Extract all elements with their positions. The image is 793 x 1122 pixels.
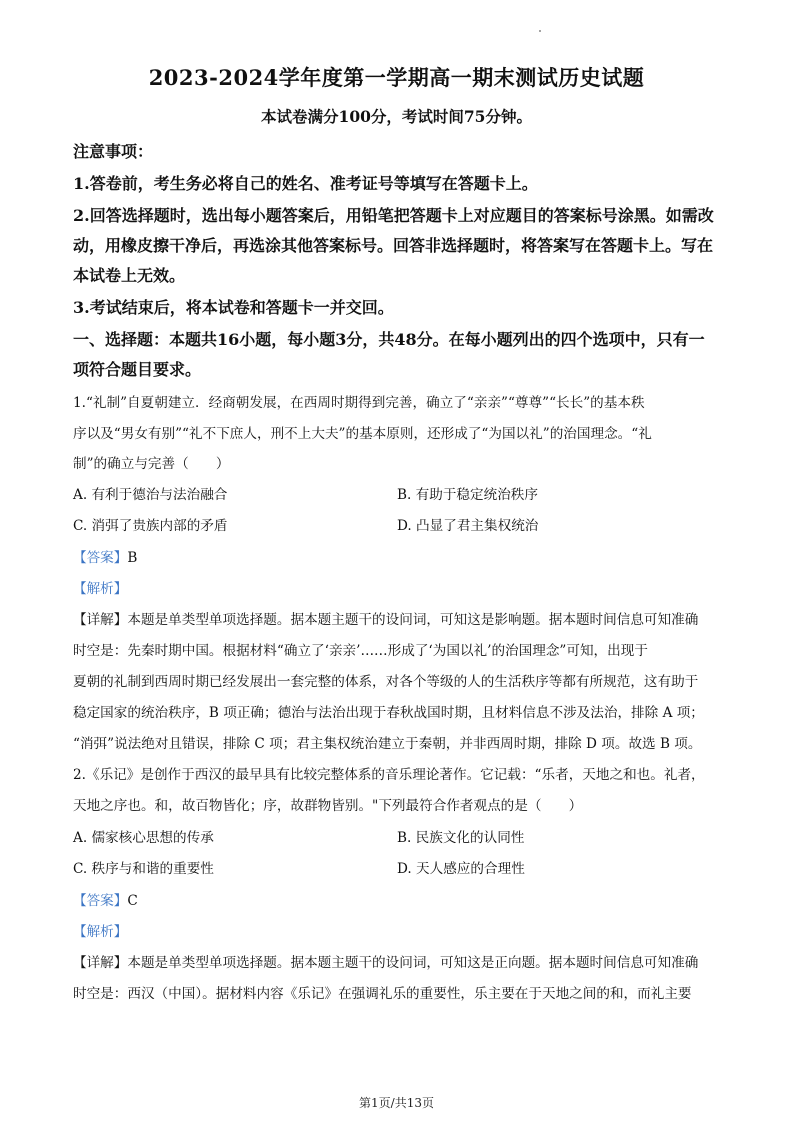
- q2-stem-line-2: 天地之序也。和，故百物皆化；序，故群物皆别。"下列最符合作者观点的是（ ）: [73, 798, 583, 814]
- q2-option-b: B. 民族文化的认同性: [397, 830, 525, 846]
- exam-subtitle: 本试卷满分100分，考试时间75分钟。: [261, 107, 532, 126]
- q1-stem-line-3: 制”的确立与完善（ ）: [73, 456, 230, 472]
- q2-answer-tag: 【答案】: [73, 893, 128, 909]
- q1-option-c: C. 消弭了贵族内部的矛盾: [73, 518, 228, 534]
- q1-option-a: A. 有利于德治与法治融合: [73, 487, 228, 503]
- q2-detail-line-2: 时空是：西汉（中国）。据材料内容《乐记》在强调礼乐的重要性，乐主要在于天地之间的和，而礼主要: [73, 986, 692, 1002]
- q1-option-d: D. 凸显了君主集权统治: [397, 518, 539, 534]
- q1-answer: [73, 546, 137, 566]
- q2-detail-tag: 【详解】: [73, 955, 128, 971]
- q2-option-a: A. 儒家核心思想的传承: [73, 830, 214, 846]
- q2-option-d: D. 天人感应的合理性: [397, 861, 525, 877]
- q2-option-c: C. 秩序与和谐的重要性: [73, 861, 214, 877]
- notice-item-2-line-3: 本试卷上无效。: [73, 266, 186, 285]
- notice-item-2-line-2: 动，用橡皮擦干净后，再选涂其他答案标号。回答非选择题时，将答案写在答题卡上。写在: [73, 236, 714, 255]
- q1-detail-line-2: 时空是：先秦时期中国。根据材料“确立了‘亲亲’……形成了‘为国以礼’的治国理念”可知，出现于: [73, 643, 648, 659]
- scan-dot: [539, 30, 541, 32]
- q1-analysis-tag: 【解析】: [73, 581, 128, 597]
- section-heading-line-2: 项符合题目要求。: [73, 360, 202, 379]
- q2-detail-line-1: [73, 951, 698, 971]
- q2-analysis-tag: 【解析】: [73, 924, 128, 940]
- q2-stem-line-1: 2.《乐记》是创作于西汉的最早具有比较完整体系的音乐理论著作。它记载：“乐者，天地之和也。礼者，: [73, 767, 705, 783]
- q1-detail-line-3: 夏朝的礼制到西周时期已经发展出一套完整的体系，对各个等级的人的生活秩序等都有所规范，这有助于: [73, 674, 699, 690]
- exam-title: 2023-2024学年度第一学期高一期末测试历史试题: [148, 65, 645, 90]
- q1-detail-line-5: “消弭”说法绝对且错误，排除 C 项；君主集权统治建立于秦朝，并非西周时期，排除 D 项。故选 B 项。: [73, 736, 702, 752]
- q1-detail-line-1: [73, 608, 698, 628]
- q1-stem-line-2: 序以及“男女有别”“礼不下庶人，刑不上大夫”的基本原则，还形成了“为国以礼”的治国理念。“礼: [73, 426, 652, 442]
- notice-item-2-line-1: 2.回答选择题时，选出每小题答案后，用铅笔把答题卡上对应题目的答案标号涂黑。如需改: [73, 206, 714, 225]
- q1-answer-tag: 【答案】: [73, 550, 128, 566]
- notice-item-1: 1.答卷前，考生务必将自己的姓名、准考证号等填写在答题卡上。: [73, 174, 538, 193]
- q1-answer-value: B: [127, 550, 138, 566]
- q1-detail-text-1: 本题是单类型单项选择题。据本题主题干的设问词，可知这是影响题。据本题时间信息可知准确: [127, 612, 699, 628]
- q2-answer-value: C: [127, 893, 138, 909]
- q1-detail-tag: 【详解】: [73, 612, 128, 628]
- page-number: 第1页/共13页: [359, 1096, 434, 1110]
- q1-detail-line-4: 稳定国家的统治秩序，B 项正确；德治与法治出现于春秋战国时期，且材料信息不涉及法治，排除 A 项；: [73, 705, 704, 721]
- section-heading-line-1: 一、选择题：本题共16小题，每小题3分，共48分。在每小题列出的四个选项中，只有一: [73, 330, 705, 349]
- notice-heading: 注意事项：: [73, 142, 154, 161]
- q1-option-b: B. 有助于稳定统治秩序: [397, 487, 538, 503]
- q2-answer: [73, 889, 138, 909]
- q2-detail-text-1: 本题是单类型单项选择题。据本题主题干的设问词，可知这是正向题。据本题时间信息可知准确: [127, 955, 699, 971]
- q1-stem-line-1: 1.“礼制”自夏朝建立．经商朝发展，在西周时期得到完善，确立了“亲亲”“尊尊”“长长”的基本秩: [73, 395, 645, 411]
- notice-item-3: 3.考试结束后，将本试卷和答题卡一并交回。: [73, 298, 394, 317]
